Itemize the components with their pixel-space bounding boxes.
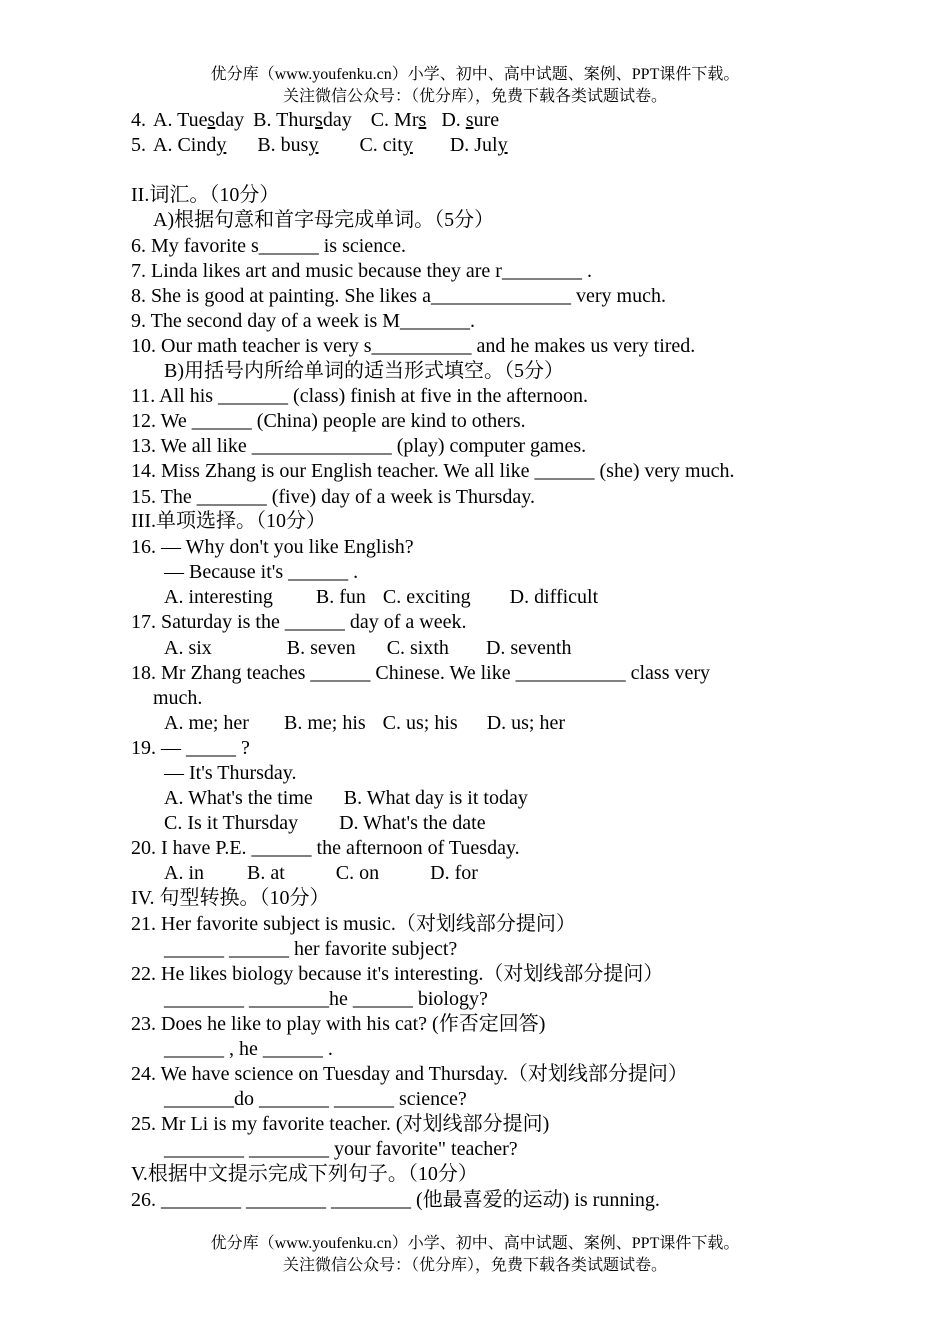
question-19-stem: 19. — _____ ? <box>131 737 250 759</box>
q16-option-b: B. fun <box>315 586 366 608</box>
q20-option-b: B. at <box>247 862 285 884</box>
question-10: 10. Our math teacher is very s__________ and he makes us very tired. <box>131 335 696 357</box>
question-18-stem: 18. Mr Zhang teaches ______ Chinese. We like ___________ class very <box>131 662 711 684</box>
q18-option-b: B. me; his <box>283 712 366 734</box>
q4-option-a: A. Tuesday <box>153 109 245 131</box>
question-18-options <box>164 711 565 736</box>
q4-option-c: C. Mrs <box>370 109 427 131</box>
section-4-title: IV. 句型转换。（10分） <box>131 887 330 909</box>
question-7: 7. Linda likes art and music because they are r________ . <box>131 260 592 282</box>
question-4: 4. A. Tuesday B. Thursday C. Mrs D. sure <box>131 109 500 131</box>
question-24-answer: _______do _______ ______ science? <box>164 1088 467 1110</box>
question-20-stem: 20. I have P.E. ______ the afternoon of Tuesday. <box>131 837 520 859</box>
q19-option-b: B. What day is it today <box>343 787 528 809</box>
question-19-options-row-1 <box>164 786 528 811</box>
section-2-part-b: B)用括号内所给单词的适当形式填空。（5分） <box>164 360 564 382</box>
footer-line-2: 关注微信公众号：（优分库），免费下载各类试题试卷。 <box>282 1257 667 1274</box>
question-19-options-row-2 <box>164 811 486 836</box>
question-23-stem: 23. Does he like to play with his cat? (作否定回答) <box>131 1013 546 1035</box>
header-line-1: 优分库（www.youfenku.cn）小学、初中、高中试题、案例、PPT课件下载。 <box>210 66 740 83</box>
question-23-answer: ______ , he ______ . <box>164 1038 333 1060</box>
question-25-stem: 25. Mr Li is my favorite teacher. (对划线部分提问) <box>131 1113 550 1135</box>
q19-option-a: A. What's the time <box>164 787 313 809</box>
question-17-options <box>164 636 571 661</box>
q20-option-d: D. for <box>430 862 478 884</box>
question-5: 5. A. Cindy B. busy C. city D. July <box>131 134 508 156</box>
header-line-2: 关注微信公众号：（优分库），免费下载各类试题试卷。 <box>282 88 667 105</box>
q17-option-b: B. seven <box>286 637 356 659</box>
q19-option-c: C. Is it Thursday <box>164 812 299 834</box>
question-18-cont: much. <box>153 687 203 709</box>
page-header <box>0 64 950 108</box>
question-13: 13. We all like ______________ (play) computer games. <box>131 435 587 457</box>
q17-option-c: C. sixth <box>386 637 449 659</box>
q5-option-c: C. city <box>359 134 413 156</box>
q20-option-a: A. in <box>164 862 204 884</box>
question-21-answer: ______ ______ her favorite subject? <box>164 938 458 960</box>
q16-option-c: C. exciting <box>382 586 471 608</box>
section-2-part-a: A)根据句意和首字母完成单词。（5分） <box>153 209 495 231</box>
question-16-options <box>164 585 598 610</box>
page-footer <box>0 1233 950 1277</box>
question-15: 15. The _______ (five) day of a week is Thursday. <box>131 486 535 508</box>
question-25-answer: ________ ________ your favorite" teacher? <box>164 1138 518 1160</box>
question-26: 26. ________ ________ ________ (他最喜爱的运动) is running. <box>131 1189 660 1211</box>
q17-option-d: D. seventh <box>485 637 572 659</box>
section-3-title: III.单项选择。（10分） <box>131 510 326 532</box>
question-9: 9. The second day of a week is M_______. <box>131 310 476 332</box>
question-16-reply: — Because it's ______ . <box>164 561 359 583</box>
q18-option-c: C. us; his <box>382 712 458 734</box>
q16-option-a: A. interesting <box>164 586 273 608</box>
question-22-answer: ________ ________he ______ biology? <box>164 988 488 1010</box>
question-17-stem: 17. Saturday is the ______ day of a week. <box>131 611 467 633</box>
section-5-title: V.根据中文提示完成下列句子。（10分） <box>131 1163 478 1185</box>
footer-line-1: 优分库（www.youfenku.cn）小学、初中、高中试题、案例、PPT课件下载。 <box>210 1235 740 1252</box>
question-14: 14. Miss Zhang is our English teacher. We all like ______ (she) very much. <box>131 460 735 482</box>
q4-option-b: B. Thursday <box>253 109 352 131</box>
question-8: 8. She is good at painting. She likes a______________ very much. <box>131 285 666 307</box>
question-6: 6. My favorite s______ is science. <box>131 235 406 257</box>
question-11: 11. All his _______ (class) finish at five in the afternoon. <box>131 385 588 407</box>
q17-option-a: A. six <box>164 637 212 659</box>
question-19-reply: — It's Thursday. <box>164 762 297 784</box>
question-22-stem: 22. He likes biology because it's interesting.（对划线部分提问） <box>131 963 664 985</box>
q20-option-c: C. on <box>335 862 380 884</box>
q4-option-d: D. sure <box>441 109 500 131</box>
q5-option-a: A. Cindy <box>153 134 227 156</box>
q16-option-d: D. difficult <box>509 586 599 608</box>
question-16-stem: 16. — Why don't you like English? <box>131 536 414 558</box>
q5-option-d: D. July <box>449 134 508 156</box>
question-20-options <box>164 861 478 886</box>
question-24-stem: 24. We have science on Tuesday and Thursday.（对划线部分提问） <box>131 1063 688 1085</box>
q19-option-d: D. What's the date <box>339 812 486 834</box>
question-12: 12. We ______ (China) people are kind to others. <box>131 410 526 432</box>
section-2-title: II.词汇。（10分） <box>131 184 280 206</box>
q18-option-d: D. us; her <box>486 712 566 734</box>
q5-option-b: B. busy <box>257 134 319 156</box>
question-21-stem: 21. Her favorite subject is music.（对划线部分提问） <box>131 913 576 935</box>
q18-option-a: A. me; her <box>164 712 249 734</box>
